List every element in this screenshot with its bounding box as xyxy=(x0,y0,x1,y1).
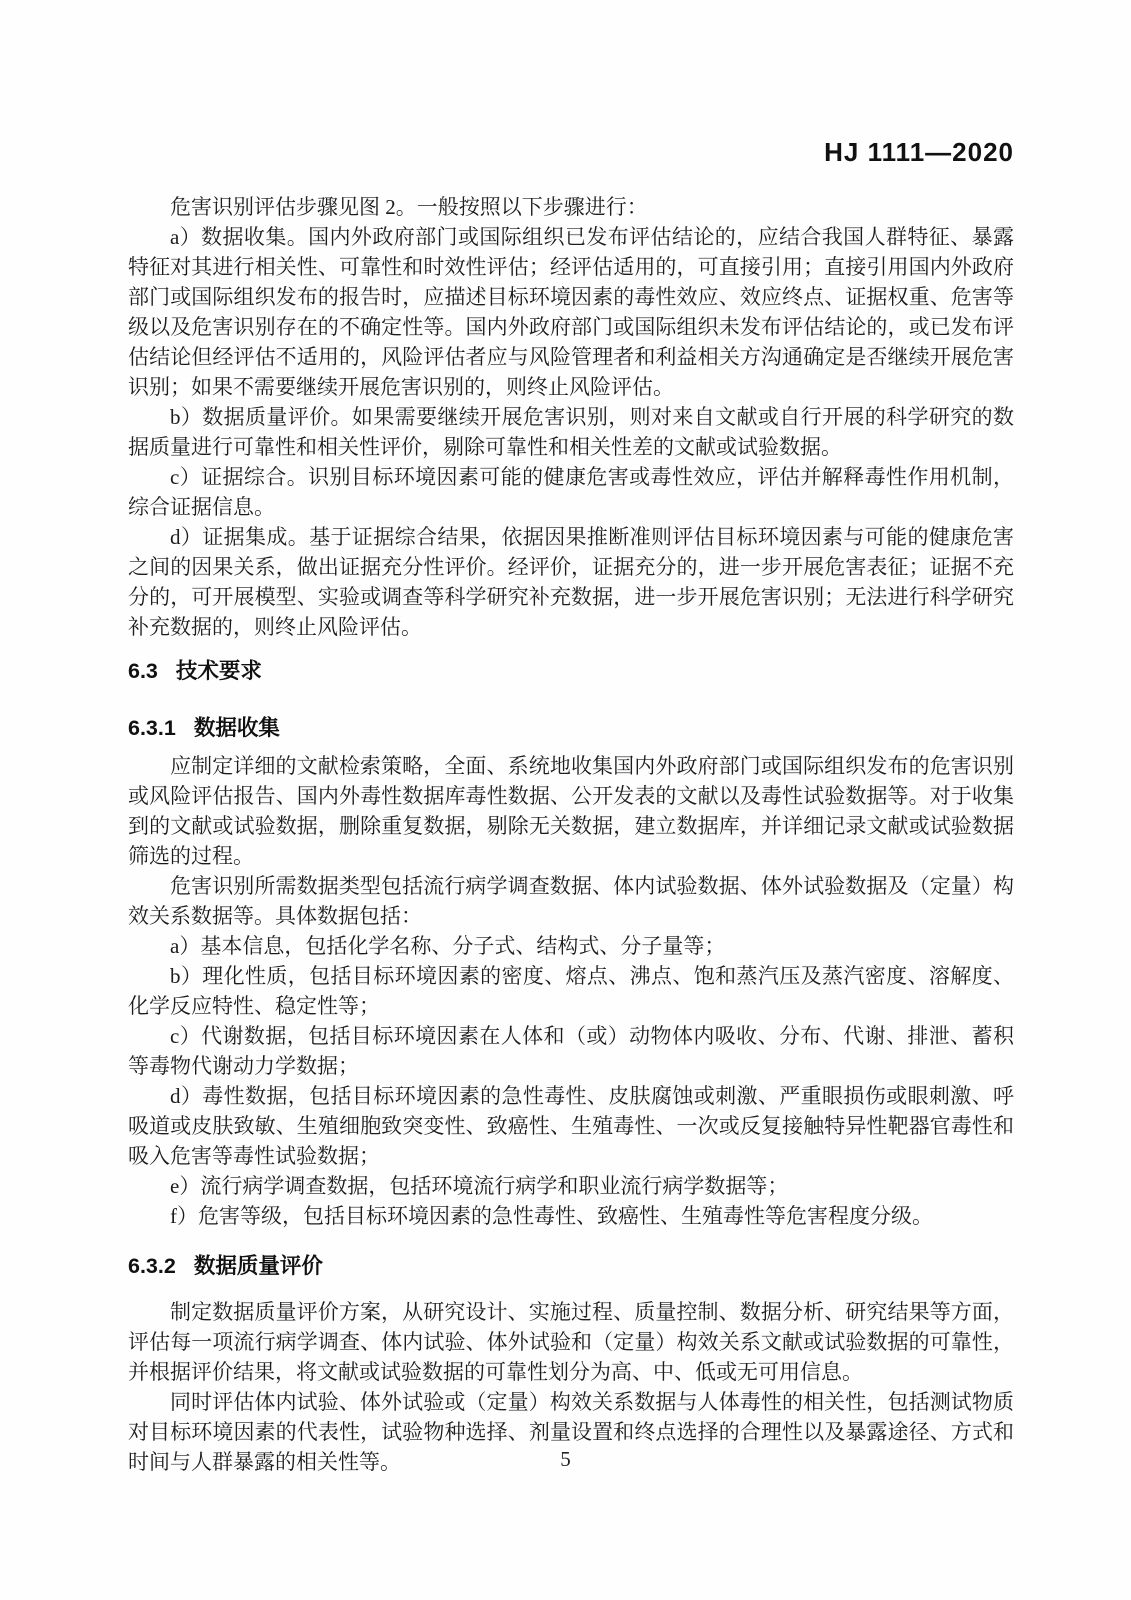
list-item-epidemiology: e）流行病学调查数据，包括环境流行病学和职业流行病学数据等； xyxy=(170,1174,789,1198)
list-item-hazard-class: f）危害等级，包括目标环境因素的急性毒性、致癌性、生殖毒性等危害程度分级。 xyxy=(170,1204,933,1228)
paragraph-6-3-2-p1: 制定数据质量评价方案，从研究设计、实施过程、质量控制、数据分析、研究结果等方面，评估每一项流行病学调查、体内试验、体外试验和（定量）构效关系文献或试验数据的可靠性，并根据评价结果，将文献或试验数据的可靠性划分为高、中、低或无可用信息。 xyxy=(128,1300,1014,1384)
heading-6-3-1 xyxy=(128,713,1014,743)
document-content xyxy=(128,138,1014,1477)
paragraph-step-c: c）证据综合。识别目标环境因素可能的健康危害或毒性效应，评估并解释毒性作用机制，综合证据信息。 xyxy=(128,465,1014,519)
heading-6-3-2-number: 6.3.2 xyxy=(128,1254,176,1278)
heading-6-3-2 xyxy=(128,1251,1014,1281)
paragraph-6-3-1-p1: 应制定详细的文献检索策略，全面、系统地收集国内外政府部门或国际组织发布的危害识别或风险评估报告、国内外毒性数据库毒性数据、公开发表的文献以及毒性试验数据等。对于收集到的文献或试验数据，删除重复数据，剔除无关数据，建立数据库，并详细记录文献或试验数据筛选的过程。 xyxy=(128,754,1014,868)
heading-6-3-number: 6.3 xyxy=(128,659,158,683)
list-item-toxicity: d）毒性数据，包括目标环境因素的急性毒性、皮肤腐蚀或刺激、严重眼损伤或眼刺激、呼吸道或皮肤致敏、生殖细胞致突变性、致癌性、生殖毒性、一次或反复接触特异性靶器官毒性和吸入危害等毒性试验数据； xyxy=(128,1084,1014,1168)
page-number: 5 xyxy=(560,1447,571,1471)
heading-6-3-2-title: 数据质量评价 xyxy=(193,1254,323,1278)
paragraph-step-d: d）证据集成。基于证据综合结果，依据因果推断准则评估目标环境因素与可能的健康危害之间的因果关系，做出证据充分性评价。经评价，证据充分的，进一步开展危害表征；证据不充分的，可开展模型、实验或调查等科学研究补充数据，进一步开展危害识别；无法进行科学研究补充数据的，则终止风险评估。 xyxy=(128,525,1014,639)
heading-6-3 xyxy=(128,656,1014,686)
list-item-basic-info: a）基本信息，包括化学名称、分子式、结构式、分子量等； xyxy=(170,934,726,958)
list-item-physchem: b）理化性质，包括目标环境因素的密度、熔点、沸点、饱和蒸汽压及蒸汽密度、溶解度、化学反应特性、稳定性等； xyxy=(128,964,1014,1018)
paragraph-steps-lead: 危害识别评估步骤见图 2。一般按照以下步骤进行： xyxy=(170,195,648,219)
standard-number: HJ 1111—2020 xyxy=(824,137,1014,167)
heading-6-3-title: 技术要求 xyxy=(175,659,262,683)
heading-6-3-1-number: 6.3.1 xyxy=(128,716,176,740)
paragraph-step-a: a）数据收集。国内外政府部门或国际组织已发布评估结论的，应结合我国人群特征、暴露特征对其进行相关性、可靠性和时效性评估；经评估适用的，可直接引用；直接引用国内外政府部门或国际组织发布的报告时，应描述目标环境因素的毒性效应、效应终点、证据权重、危害等级以及危害识别存在的不确定性等。国内外政府部门或国际组织未发布评估结论的，或已发布评估结论但经评估不适用的，风险评估者应与风险管理者和利益相关方沟通确定是否继续开展危害识别；如果不需要继续开展危害识别的，则终止风险评估。 xyxy=(128,225,1014,399)
heading-6-3-1-title: 数据收集 xyxy=(193,716,280,740)
paragraph-6-3-1-p2: 危害识别所需数据类型包括流行病学调查数据、体内试验数据、体外试验数据及（定量）构效关系数据等。具体数据包括： xyxy=(128,874,1014,928)
list-item-metabolism: c）代谢数据，包括目标环境因素在人体和（或）动物体内吸收、分布、代谢、排泄、蓄积等毒物代谢动力学数据； xyxy=(128,1024,1014,1078)
paragraph-6-3-2-p2: 同时评估体内试验、体外试验或（定量）构效关系数据与人体毒性的相关性，包括测试物质对目标环境因素的代表性，试验物种选择、剂量设置和终点选择的合理性以及暴露途径、方式和时间与人群暴露的相关性等。 xyxy=(128,1390,1014,1474)
paragraph-step-b: b）数据质量评价。如果需要继续开展危害识别，则对来自文献或自行开展的科学研究的数据质量进行可靠性和相关性评价，剔除可靠性和相关性差的文献或试验数据。 xyxy=(128,405,1014,459)
